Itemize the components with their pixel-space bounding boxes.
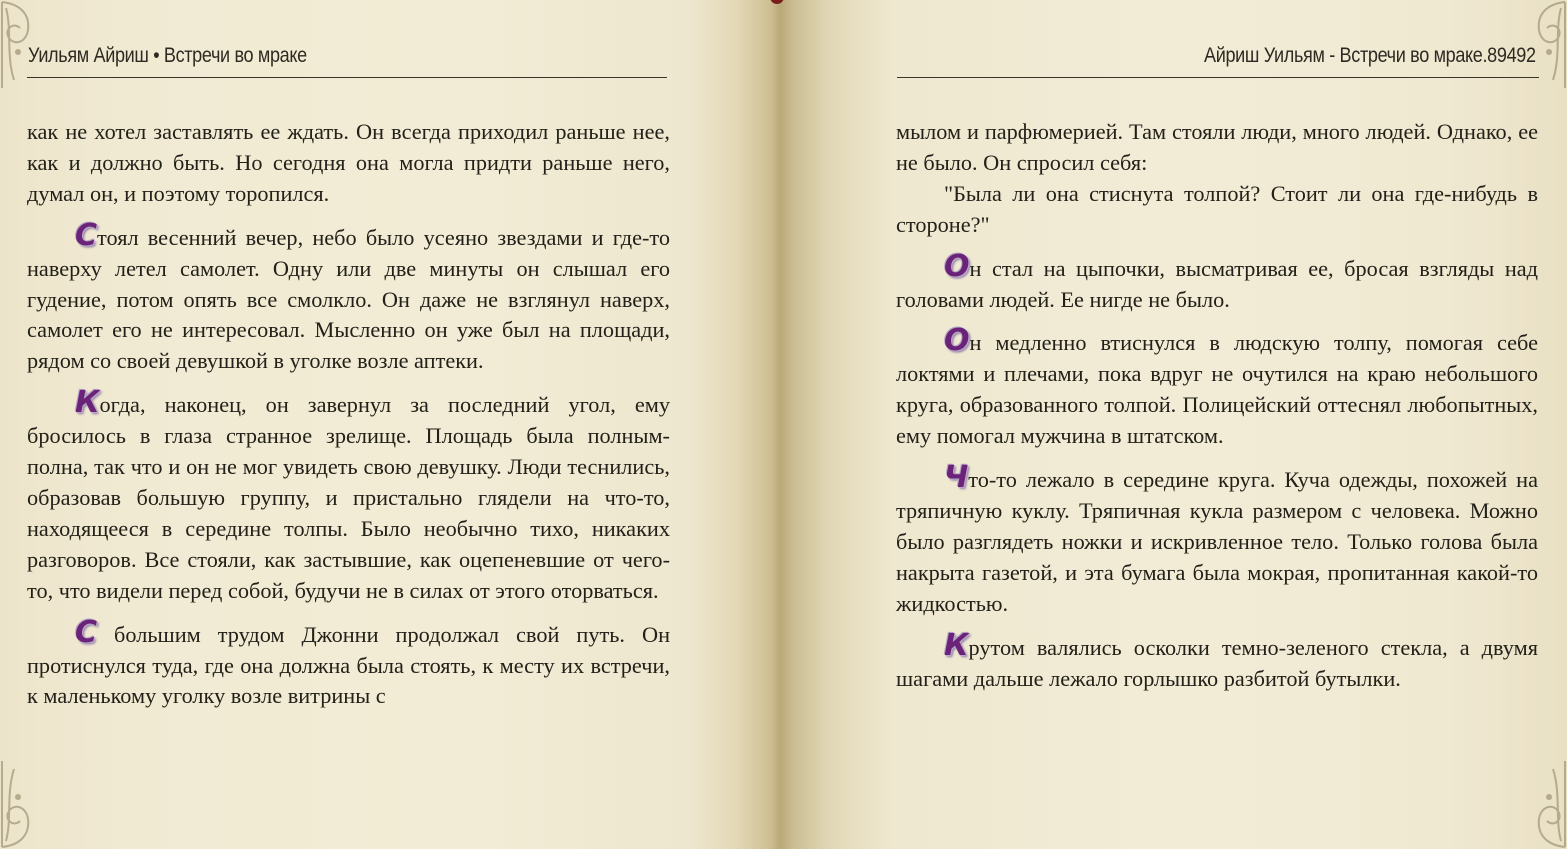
right-page-header: Айриш Уильям - Встречи во мраке.89492 — [1204, 44, 1536, 67]
paragraph: "Была ли она стиснута толпой? Стоит ли она где-нибудь в стороне?" — [896, 180, 1538, 237]
right-page-text — [896, 117, 1538, 694]
paragraph: С большим трудом Джонни продолжал свой путь. Он протиснулся туда, где она должна была стоять, к месту их встречи, к маленькому уголку возле витрины с — [27, 614, 670, 709]
left-page-header: Уильям Айриш • Встречи во мраке — [28, 44, 307, 67]
drop-cap: С — [75, 217, 98, 253]
drop-cap: К — [944, 627, 969, 663]
header-divider — [897, 77, 1539, 78]
right-page[interactable] — [783, 0, 1567, 849]
header-divider — [27, 77, 667, 78]
paragraph: Что-то лежало в середине круга. Куча одежды, похожей на тряпичную куклу. Тряпичная кукла размером с человека. Можно было разглядеть ножки и искривленное тело. Только голова была накрыта газетой, и эта бумага была мокрая, пропитанная какой-то жидкостью. — [896, 460, 1538, 616]
drop-cap: Ч — [944, 460, 969, 496]
left-page-text — [27, 117, 670, 712]
paragraph: Он стал на цыпочки, высматривая ее, бросая взгляды над головами людей. Ее нигде не было. — [896, 248, 1538, 312]
paragraph: мылом и парфюмерией. Там стояли люди, много людей. Однако, ее не было. Он спросил себя: — [896, 119, 1538, 175]
drop-cap: К — [75, 385, 100, 421]
drop-cap: С — [75, 614, 98, 650]
paragraph: как не хотел заставлять ее ждать. Он всегда приходил раньше нее, как и должно быть. Но сегодня она могла придти раньше него, думал он, и поэтому торопился. — [27, 119, 670, 206]
paragraph: Крутом валялись осколки темно-зеленого стекла, а двумя шагами дальше лежало горлышко разбитой бутылки. — [896, 627, 1538, 691]
left-page[interactable] — [0, 0, 780, 849]
paragraph: Когда, наконец, он завернул за последний угол, ему бросилось в глаза странное зрелище. Площадь была полным-полна, так что и он не мог увидеть свою девушку. Люди теснились, образовав большую группу, и пристально глядели на что-то, находящееся в середине толпы. Было необычно тихо, никаких разговоров. Все стояли, как застывшие, как оцепеневшие от чего-то, что видели перед собой, будучи не в силах от этого оторваться. — [27, 385, 670, 603]
paragraph: Он медленно втиснулся в людскую толпу, помогая себе локтями и плечами, пока вдруг не очутился на краю небольшого круга, образованного толпой. Полицейский оттеснял любопытных, ему помогал мужчина в штатском. — [896, 323, 1538, 449]
drop-cap: О — [944, 248, 970, 284]
drop-cap: О — [944, 323, 970, 359]
paragraph: Стоял весенний вечер, небо было усеяно звездами и где-то наверху летел самолет. Одну или две минуты он слышал его гудение, потом опять все смолкло. Он даже не взглянул наверх, самолет его не интересовал. Мысленно он уже был на площади, рядом со своей девушкой в уголке возле аптеки. — [27, 217, 670, 374]
